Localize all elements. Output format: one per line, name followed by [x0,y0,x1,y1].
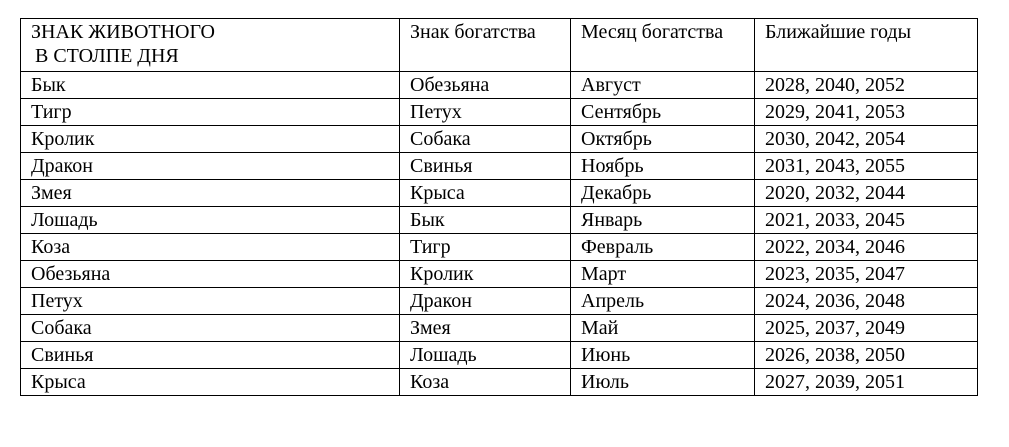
animal-sign-cell: Обезьяна [21,261,400,288]
header-animal-sign [21,19,400,72]
nearest-years-cell: 2031, 2043, 2055 [755,153,978,180]
table-row [21,126,978,153]
header-animal-sign-line1: ЗНАК ЖИВОТНОГО [31,21,216,43]
header-nearest-years: Ближайшие годы [755,19,978,72]
table-row [21,261,978,288]
wealth-month-cell: Сентябрь [571,99,755,126]
nearest-years-cell: 2027, 2039, 2051 [755,369,978,396]
table-row [21,288,978,315]
nearest-years-cell: 2023, 2035, 2047 [755,261,978,288]
table-row [21,153,978,180]
wealth-sign-cell: Обезьяна [400,72,571,99]
wealth-sign-cell: Коза [400,369,571,396]
table-row [21,369,978,396]
nearest-years-cell: 2030, 2042, 2054 [755,126,978,153]
animal-sign-cell: Петух [21,288,400,315]
wealth-sign-table [20,18,978,396]
wealth-month-cell: Август [571,72,755,99]
wealth-sign-cell: Дракон [400,288,571,315]
animal-sign-cell: Коза [21,234,400,261]
wealth-month-cell: Июнь [571,342,755,369]
wealth-sign-cell: Змея [400,315,571,342]
wealth-sign-cell: Крыса [400,180,571,207]
wealth-sign-cell: Лошадь [400,342,571,369]
animal-sign-cell: Свинья [21,342,400,369]
wealth-month-cell: Февраль [571,234,755,261]
wealth-month-cell: Май [571,315,755,342]
animal-sign-cell: Змея [21,180,400,207]
wealth-month-cell: Март [571,261,755,288]
nearest-years-cell: 2020, 2032, 2044 [755,180,978,207]
wealth-sign-cell: Кролик [400,261,571,288]
animal-sign-cell: Тигр [21,99,400,126]
nearest-years-cell: 2028, 2040, 2052 [755,72,978,99]
wealth-month-cell: Январь [571,207,755,234]
animal-sign-cell: Кролик [21,126,400,153]
animal-sign-cell: Собака [21,315,400,342]
header-animal-sign-line2: В СТОЛПЕ ДНЯ [35,45,179,67]
table-row [21,342,978,369]
table-row [21,99,978,126]
nearest-years-cell: 2022, 2034, 2046 [755,234,978,261]
table-row [21,315,978,342]
wealth-month-cell: Октябрь [571,126,755,153]
nearest-years-cell: 2024, 2036, 2048 [755,288,978,315]
header-wealth-month: Месяц богатства [571,19,755,72]
animal-sign-cell: Бык [21,72,400,99]
wealth-month-cell: Апрель [571,288,755,315]
wealth-sign-cell: Собака [400,126,571,153]
nearest-years-cell: 2025, 2037, 2049 [755,315,978,342]
wealth-sign-cell: Свинья [400,153,571,180]
header-row [21,19,978,72]
nearest-years-cell: 2026, 2038, 2050 [755,342,978,369]
table-row [21,234,978,261]
animal-sign-cell: Лошадь [21,207,400,234]
nearest-years-cell: 2021, 2033, 2045 [755,207,978,234]
nearest-years-cell: 2029, 2041, 2053 [755,99,978,126]
header-wealth-sign: Знак богатства [400,19,571,72]
animal-sign-cell: Крыса [21,369,400,396]
wealth-sign-cell: Бык [400,207,571,234]
animal-sign-cell: Дракон [21,153,400,180]
wealth-month-cell: Декабрь [571,180,755,207]
wealth-month-cell: Июль [571,369,755,396]
table-header [21,19,978,72]
table-body [21,72,978,396]
wealth-sign-cell: Тигр [400,234,571,261]
table-row [21,207,978,234]
table-row [21,180,978,207]
table-row [21,72,978,99]
wealth-month-cell: Ноябрь [571,153,755,180]
wealth-sign-cell: Петух [400,99,571,126]
